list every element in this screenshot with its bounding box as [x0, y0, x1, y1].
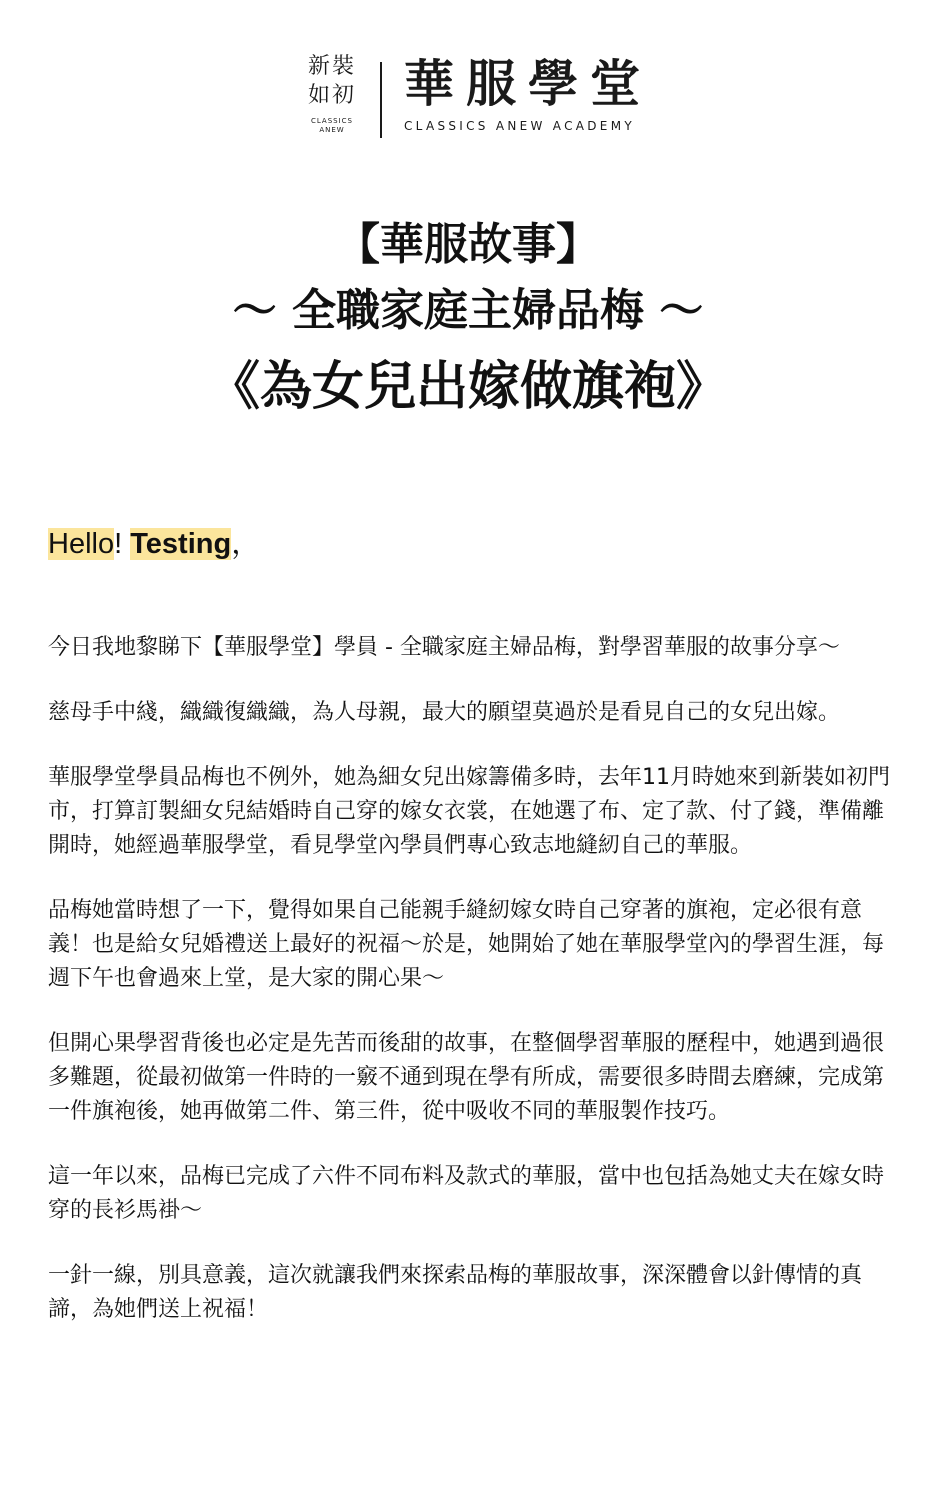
paragraph: 華服學堂學員品梅也不例外，她為細女兒出嫁籌備多時，去年11月時她來到新裝如初門市，打算訂製細女兒結婚時自己穿的嫁女衣裳，在她選了布、定了款、付了錢，準備離開時，她經過華服學堂，看見學堂內學員們專心致志地縫紉自己的華服。: [48, 765, 890, 858]
greeting-exclaim: !: [114, 528, 123, 560]
logo-mark-small: [296, 52, 368, 135]
paragraph: 一針一線，別具意義，這次就讓我們來探索品梅的華服故事，深深體會以針傳情的真諦，為她們送上祝福！: [48, 1263, 863, 1322]
greeting: [48, 525, 260, 563]
logo-wordmark: [404, 56, 652, 134]
paragraph: 這一年以來，品梅已完成了六件不同布料及款式的華服，當中也包括為她丈夫在嫁女時穿的長衫馬褂～: [48, 1164, 885, 1223]
logo-divider: [380, 62, 382, 138]
article-body: [48, 631, 892, 1358]
greeting-hello: Hello: [48, 528, 115, 560]
logo-wordmark-cn: 華服學堂: [404, 54, 652, 113]
paragraph: 慈母手中綫，織織復織織，為人母親，最大的願望莫過於是看見自己的女兒出嫁。: [48, 700, 841, 725]
headline-line-3: 《為女兒出嫁做旗袍》: [207, 357, 728, 417]
headline-line-2: ～ 全職家庭主婦品梅 ～: [232, 285, 704, 336]
paragraph: 今日我地黎睇下【華服學堂】學員 - 全職家庭主婦品梅，對學習華服的故事分享～: [48, 635, 840, 660]
logo-small-en-line2: ANEW: [319, 126, 345, 134]
paragraph: 但開心果學習背後也必定是先苦而後甜的故事，在整個學習華服的歷程中，她遇到過很多難題，從最初做第一件時的一竅不通到現在學有所成，需要很多時間去磨練，完成第一件旗袍後，她再做第二件、第三件，從中吸收不同的華服製作技巧。: [48, 1031, 885, 1124]
greeting-recipient-name: Testing: [130, 528, 232, 560]
paragraph: 品梅她當時想了一下，覺得如果自己能親手縫紉嫁女時自己穿著的旗袍，定必很有意義！也是給女兒婚禮送上最好的祝福～於是，她開始了她在華服學堂內的學習生涯，每週下午也會過來上堂，是大家的開心果～: [48, 898, 885, 991]
headline-line-1: 【華服故事】: [336, 219, 600, 270]
logo-small-en-line1: CLASSICS: [310, 117, 354, 125]
brand-logo: [0, 52, 936, 144]
greeting-comma: ，: [231, 528, 261, 560]
logo-small-cn-line1: 新裝: [307, 54, 356, 79]
logo-small-cn-line2: 如初: [307, 83, 356, 108]
logo-wordmark-en: CLASSICS ANEW ACADEMY: [404, 119, 635, 133]
